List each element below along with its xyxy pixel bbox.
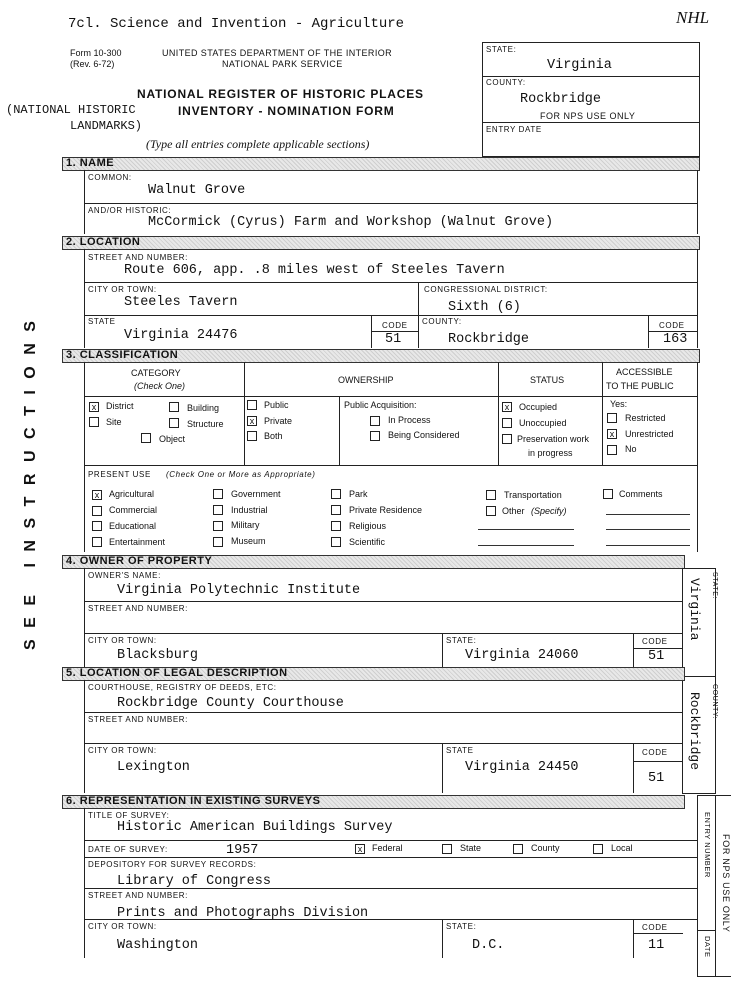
military-checkbox[interactable] — [213, 521, 223, 531]
educational-checkbox[interactable] — [92, 521, 102, 531]
local-survey-checkbox[interactable] — [593, 844, 603, 854]
depository: Library of Congress — [117, 874, 271, 889]
top-state-label: STATE: — [486, 45, 517, 54]
yes-label: Yes: — [610, 399, 628, 409]
nps-use-only: FOR NPS USE ONLY — [540, 111, 636, 121]
location-city: Steeles Tavern — [124, 295, 238, 310]
survey-title: Historic American Buildings Survey — [117, 820, 393, 835]
public-checkbox[interactable] — [247, 400, 257, 410]
congressional-district: Sixth (6) — [448, 300, 521, 315]
government-checkbox[interactable] — [213, 489, 223, 499]
status-head: STATUS — [530, 375, 565, 385]
specify-label: (Specify) — [531, 506, 567, 516]
location-state: Virginia 24476 — [124, 328, 238, 343]
agricultural-checkbox[interactable]: x — [92, 490, 102, 500]
survey-street-label: STREET AND NUMBER: — [88, 891, 188, 900]
side-entry-number: ENTRY NUMBER — [703, 812, 712, 878]
entertainment-checkbox[interactable] — [92, 537, 102, 547]
see-instructions-sidebar: SEE INSTRUCTIONS — [22, 309, 39, 650]
county-code-label: CODE — [659, 321, 685, 330]
location-code-label: CODE — [382, 321, 408, 330]
survey-date: 1957 — [226, 843, 259, 858]
location-county-label: COUNTY: — [422, 317, 462, 326]
side-state-value: Virginia — [687, 578, 702, 641]
both-checkbox[interactable] — [247, 431, 257, 441]
legal-street-label: STREET AND NUMBER: — [88, 715, 188, 724]
department-name: UNITED STATES DEPARTMENT OF THE INTERIOR — [162, 48, 393, 58]
access-head-2: TO THE PUBLIC — [606, 381, 674, 391]
private-residence-label: Private Residence — [349, 505, 423, 515]
legal-state: Virginia 24450 — [465, 760, 579, 775]
preservation-label-2: in progress — [528, 448, 573, 458]
unoccupied-checkbox[interactable] — [502, 418, 512, 428]
legal-city: Lexington — [117, 760, 190, 775]
occupied-checkbox[interactable]: x — [502, 402, 512, 412]
county-code: 163 — [663, 332, 688, 347]
side-nps-use-only: FOR NPS USE ONLY — [721, 834, 731, 933]
owner-street-label: STREET AND NUMBER: — [88, 604, 188, 613]
location-city-label: CITY OR TOWN: — [88, 285, 157, 294]
religious-label: Religious — [349, 521, 387, 531]
form-revision: (Rev. 6-72) — [70, 59, 115, 69]
comments-checkbox[interactable] — [603, 489, 613, 499]
object-checkbox[interactable] — [141, 433, 151, 443]
owner-code-label: CODE — [642, 637, 668, 646]
survey-street: Prints and Photographs Division — [117, 906, 369, 921]
transportation-checkbox[interactable] — [486, 490, 496, 500]
category-sub: (Check One) — [134, 381, 186, 391]
service-name: NATIONAL PARK SERVICE — [222, 59, 343, 69]
building-label: Building — [187, 403, 220, 413]
industrial-checkbox[interactable] — [213, 505, 223, 515]
section-legal-title: 5. LOCATION OF LEGAL DESCRIPTION — [66, 667, 288, 679]
occupied-label: Occupied — [519, 402, 558, 412]
government-label: Government — [231, 489, 281, 499]
owner-code: 51 — [648, 649, 665, 664]
both-label: Both — [264, 431, 283, 441]
unrestricted-checkbox[interactable]: x — [607, 429, 617, 439]
religious-checkbox[interactable] — [331, 521, 341, 531]
side-county-value: Rockbridge — [687, 692, 702, 771]
survey-state: D.C. — [472, 938, 505, 953]
preservation-checkbox[interactable] — [502, 434, 512, 444]
instructions-note: (Type all entries complete applicable sections) — [146, 137, 370, 151]
section-location-title: 2. LOCATION — [66, 236, 141, 248]
legal-city-label: CITY OR TOWN: — [88, 746, 157, 755]
federal-label: Federal — [372, 843, 403, 853]
survey-city: Washington — [117, 938, 199, 953]
object-label: Object — [159, 434, 186, 444]
scientific-checkbox[interactable] — [331, 537, 341, 547]
depository-label: DEPOSITORY FOR SURVEY RECORDS: — [88, 860, 257, 869]
in-process-label: In Process — [388, 415, 431, 425]
survey-title-label: TITLE OF SURVEY: — [88, 811, 170, 820]
location-county: Rockbridge — [448, 332, 530, 347]
restricted-checkbox[interactable] — [607, 413, 617, 423]
unoccupied-label: Unoccupied — [519, 418, 567, 428]
present-use-sub: (Check One or More as Appropriate) — [166, 470, 316, 479]
structure-label: Structure — [187, 419, 224, 429]
survey-date-label: DATE OF SURVEY: — [88, 845, 168, 854]
side-county-label: COUNTY: — [711, 684, 718, 720]
transportation-label: Transportation — [504, 490, 562, 500]
owner-name-label: OWNER'S NAME: — [88, 571, 161, 580]
commercial-checkbox[interactable] — [92, 506, 102, 516]
category-line: 7cl. Science and Invention - Agriculture — [68, 16, 405, 32]
museum-checkbox[interactable] — [213, 537, 223, 547]
park-checkbox[interactable] — [331, 489, 341, 499]
survey-code: 11 — [648, 938, 665, 953]
public-label: Public — [264, 400, 289, 410]
other-checkbox[interactable] — [486, 506, 496, 516]
site-label: Site — [106, 417, 122, 427]
owner-state: Virginia 24060 — [465, 648, 579, 663]
park-label: Park — [349, 489, 368, 499]
public-acquisition-label: Public Acquisition: — [344, 400, 417, 410]
form-number: Form 10-300 — [70, 48, 122, 58]
top-county-value: Rockbridge — [520, 92, 602, 107]
private-residence-checkbox[interactable] — [331, 505, 341, 515]
legal-code: 51 — [648, 771, 665, 786]
nhl-note-2: LANDMARKS) — [70, 119, 143, 133]
present-use-label: PRESENT USE — [88, 470, 151, 479]
comments-label: Comments — [619, 489, 663, 499]
federal-checkbox[interactable]: x — [355, 844, 365, 854]
private-label: Private — [264, 416, 293, 426]
top-county-label: COUNTY: — [486, 78, 526, 87]
commercial-label: Commercial — [109, 505, 158, 515]
other-label: Other — [502, 506, 525, 516]
owner-state-label: STATE: — [446, 636, 477, 645]
survey-state-label: STATE: — [446, 922, 477, 931]
state-survey-checkbox[interactable] — [442, 844, 452, 854]
scientific-label: Scientific — [349, 537, 386, 547]
restricted-label: Restricted — [625, 413, 666, 423]
ownership-head: OWNERSHIP — [338, 375, 394, 385]
entry-date-label: ENTRY DATE — [486, 125, 542, 134]
legal-state-label: STATE — [446, 746, 474, 755]
congressional-label: CONGRESSIONAL DISTRICT: — [424, 285, 548, 294]
being-considered-checkbox[interactable] — [370, 431, 380, 441]
building-checkbox[interactable] — [169, 402, 179, 412]
no-label: No — [625, 444, 637, 454]
location-street: Route 606, app. .8 miles west of Steeles Tavern — [124, 263, 505, 278]
top-state-value: Virginia — [547, 58, 612, 73]
military-label: Military — [231, 520, 260, 530]
being-considered-label: Being Considered — [388, 430, 460, 440]
legal-code-label: CODE — [642, 748, 668, 757]
nhl-note-1: (NATIONAL HISTORIC — [6, 103, 136, 117]
owner-name: Virginia Polytechnic Institute — [117, 583, 361, 598]
location-state-label: STATE — [88, 317, 116, 326]
district-checkbox[interactable]: x — [89, 402, 99, 412]
form-title-2: INVENTORY - NOMINATION FORM — [178, 104, 395, 118]
site-checkbox[interactable] — [89, 417, 99, 427]
historic-name: McCormick (Cyrus) Farm and Workshop (Walnut Grove) — [148, 215, 554, 230]
agricultural-label: Agricultural — [109, 489, 155, 499]
private-checkbox[interactable]: x — [247, 416, 257, 426]
category-head: CATEGORY — [131, 368, 181, 378]
common-name-label: COMMON: — [88, 173, 132, 182]
access-head-1: ACCESSIBLE — [616, 367, 673, 377]
common-name: Walnut Grove — [148, 183, 246, 198]
preservation-label-1: Preservation work — [517, 434, 590, 444]
county-survey-checkbox[interactable] — [513, 844, 523, 854]
unrestricted-label: Unrestricted — [625, 429, 674, 439]
state-survey-label: State — [460, 843, 482, 853]
section-name-title: 1. NAME — [66, 157, 115, 169]
section-classification-title: 3. CLASSIFICATION — [66, 349, 179, 361]
owner-city: Blacksburg — [117, 648, 199, 663]
in-process-checkbox[interactable] — [370, 416, 380, 426]
owner-city-label: CITY OR TOWN: — [88, 636, 157, 645]
structure-checkbox[interactable] — [169, 418, 179, 428]
educational-label: Educational — [109, 521, 157, 531]
local-survey-label: Local — [611, 843, 633, 853]
location-street-label: STREET AND NUMBER: — [88, 253, 188, 262]
section-surveys-title: 6. REPRESENTATION IN EXISTING SURVEYS — [66, 795, 321, 807]
form-title-1: NATIONAL REGISTER OF HISTORIC PLACES — [137, 87, 424, 101]
courthouse: Rockbridge County Courthouse — [117, 696, 344, 711]
nhl-mark: NHL — [676, 8, 710, 27]
county-survey-label: County — [531, 843, 560, 853]
historic-name-label: AND/OR HISTORIC: — [88, 206, 172, 215]
location-code: 51 — [385, 332, 402, 347]
survey-city-label: CITY OR TOWN: — [88, 922, 157, 931]
side-date: DATE — [703, 936, 712, 958]
courthouse-label: COURTHOUSE, REGISTRY OF DEEDS, ETC: — [88, 683, 277, 692]
entertainment-label: Entertainment — [109, 537, 166, 547]
side-state-label: STATE: — [711, 572, 718, 600]
industrial-label: Industrial — [231, 505, 268, 515]
district-label: District — [106, 401, 134, 411]
survey-code-label: CODE — [642, 923, 668, 932]
no-checkbox[interactable] — [607, 445, 617, 455]
museum-label: Museum — [231, 536, 266, 546]
section-owner-title: 4. OWNER OF PROPERTY — [66, 555, 213, 567]
